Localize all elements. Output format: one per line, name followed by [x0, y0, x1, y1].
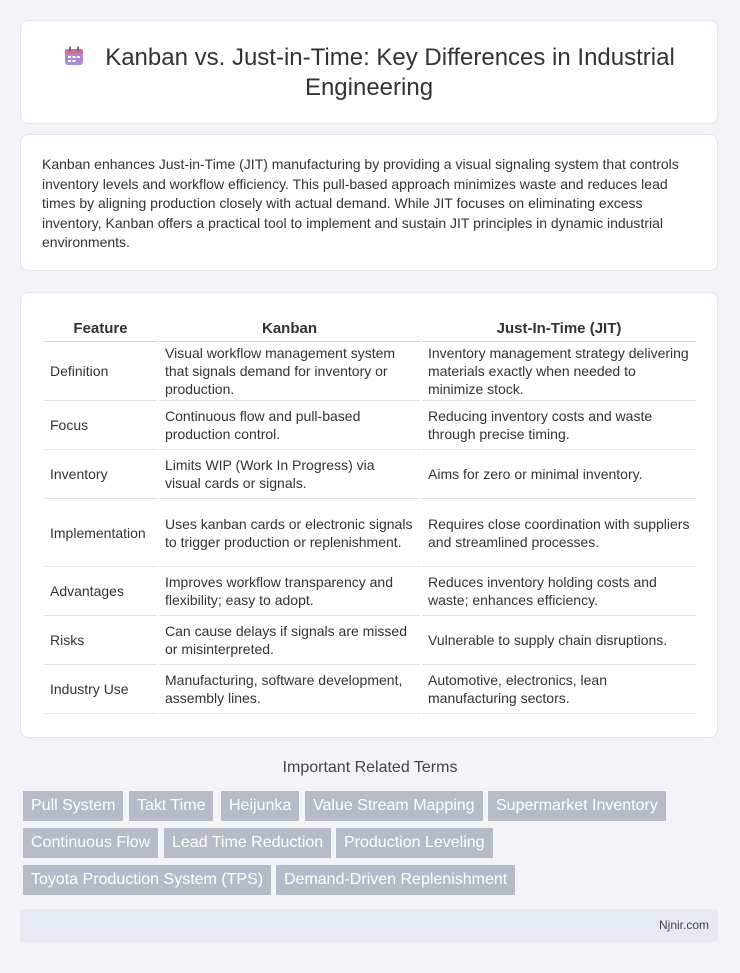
row-feature: Definition — [44, 342, 157, 401]
row-jit: Requires close coordination with suppliers and streamlined processes. — [422, 499, 696, 567]
title-card — [20, 20, 718, 124]
table-row — [44, 616, 696, 665]
table-header-row — [44, 315, 696, 342]
row-kanban: Uses kanban cards or electronic signals to trigger production or replenishment. — [159, 499, 420, 567]
term-tag-production-leveling[interactable]: Production Leveling — [336, 828, 493, 858]
row-kanban: Continuous flow and pull-based production control. — [159, 401, 420, 450]
row-jit: Inventory management strategy delivering materials exactly when needed to minimize stock. — [422, 342, 696, 401]
header-kanban: Kanban — [159, 315, 420, 342]
row-kanban: Limits WIP (Work In Progress) via visual cards or signals. — [159, 450, 420, 499]
term-tag-continuous-flow[interactable]: Continuous Flow — [23, 828, 158, 858]
term-tag-demand-driven-replenishment[interactable]: Demand-Driven Replenishment — [276, 865, 515, 895]
footer — [20, 909, 718, 942]
calendar-icon — [63, 45, 85, 67]
row-jit: Aims for zero or minimal inventory. — [422, 450, 696, 499]
table-row — [44, 401, 696, 450]
row-jit: Reducing inventory costs and waste through precise timing. — [422, 401, 696, 450]
header-jit: Just-In-Time (JIT) — [422, 315, 696, 342]
table-row — [44, 342, 696, 401]
row-feature: Implementation — [44, 499, 157, 567]
row-jit: Reduces inventory holding costs and waste; enhances efficiency. — [422, 567, 696, 616]
term-tag-pull-system[interactable]: Pull System — [23, 791, 123, 821]
row-jit: Automotive, electronics, lean manufacturing sectors. — [422, 665, 696, 714]
intro-paragraph: Kanban enhances Just-in-Time (JIT) manufacturing by providing a visual signaling system that controls inventory levels and workflow efficiency. This pull-based approach minimizes waste and reduces lead times by aligning production closely with actual demand. While JIT focuses on eliminating excess inventory, Kanban offers a practical tool to implement and sustain JIT principles in dynamic industrial environments. — [42, 156, 679, 251]
page-title: Kanban vs. Just-in-Time: Key Differences in Industrial Engineering — [105, 44, 675, 101]
comparison-table — [42, 315, 698, 714]
row-feature: Inventory — [44, 450, 157, 499]
table-row — [44, 665, 696, 714]
row-jit: Vulnerable to supply chain disruptions. — [422, 616, 696, 665]
table-row — [44, 450, 696, 499]
row-feature: Focus — [44, 401, 157, 450]
intro-card — [20, 134, 718, 271]
page-title-wrap — [21, 43, 717, 103]
row-feature: Industry Use — [44, 665, 157, 714]
term-tag-supermarket-inventory[interactable]: Supermarket Inventory — [488, 791, 666, 821]
term-tag-takt-time[interactable]: Takt Time — [129, 791, 213, 821]
term-tag-heijunka[interactable]: Heijunka — [221, 791, 299, 821]
row-feature: Advantages — [44, 567, 157, 616]
related-terms-title: Important Related Terms — [282, 759, 458, 776]
term-tag-lead-time-reduction[interactable]: Lead Time Reduction — [164, 828, 331, 858]
table-row — [44, 567, 696, 616]
term-tag-value-stream-mapping[interactable]: Value Stream Mapping — [305, 791, 483, 821]
row-kanban: Improves workflow transparency and flexibility; easy to adopt. — [159, 567, 420, 616]
table-row — [44, 499, 696, 567]
row-feature: Risks — [44, 616, 157, 665]
header-feature: Feature — [44, 315, 157, 342]
row-kanban: Manufacturing, software development, assembly lines. — [159, 665, 420, 714]
row-kanban: Can cause delays if signals are missed or misinterpreted. — [159, 616, 420, 665]
term-tag-toyota-production-system[interactable]: Toyota Production System (TPS) — [23, 865, 271, 895]
row-kanban: Visual workflow management system that signals demand for inventory or production. — [159, 342, 420, 401]
comparison-card — [20, 292, 718, 738]
footer-site-name[interactable]: Njnir.com — [658, 918, 709, 932]
